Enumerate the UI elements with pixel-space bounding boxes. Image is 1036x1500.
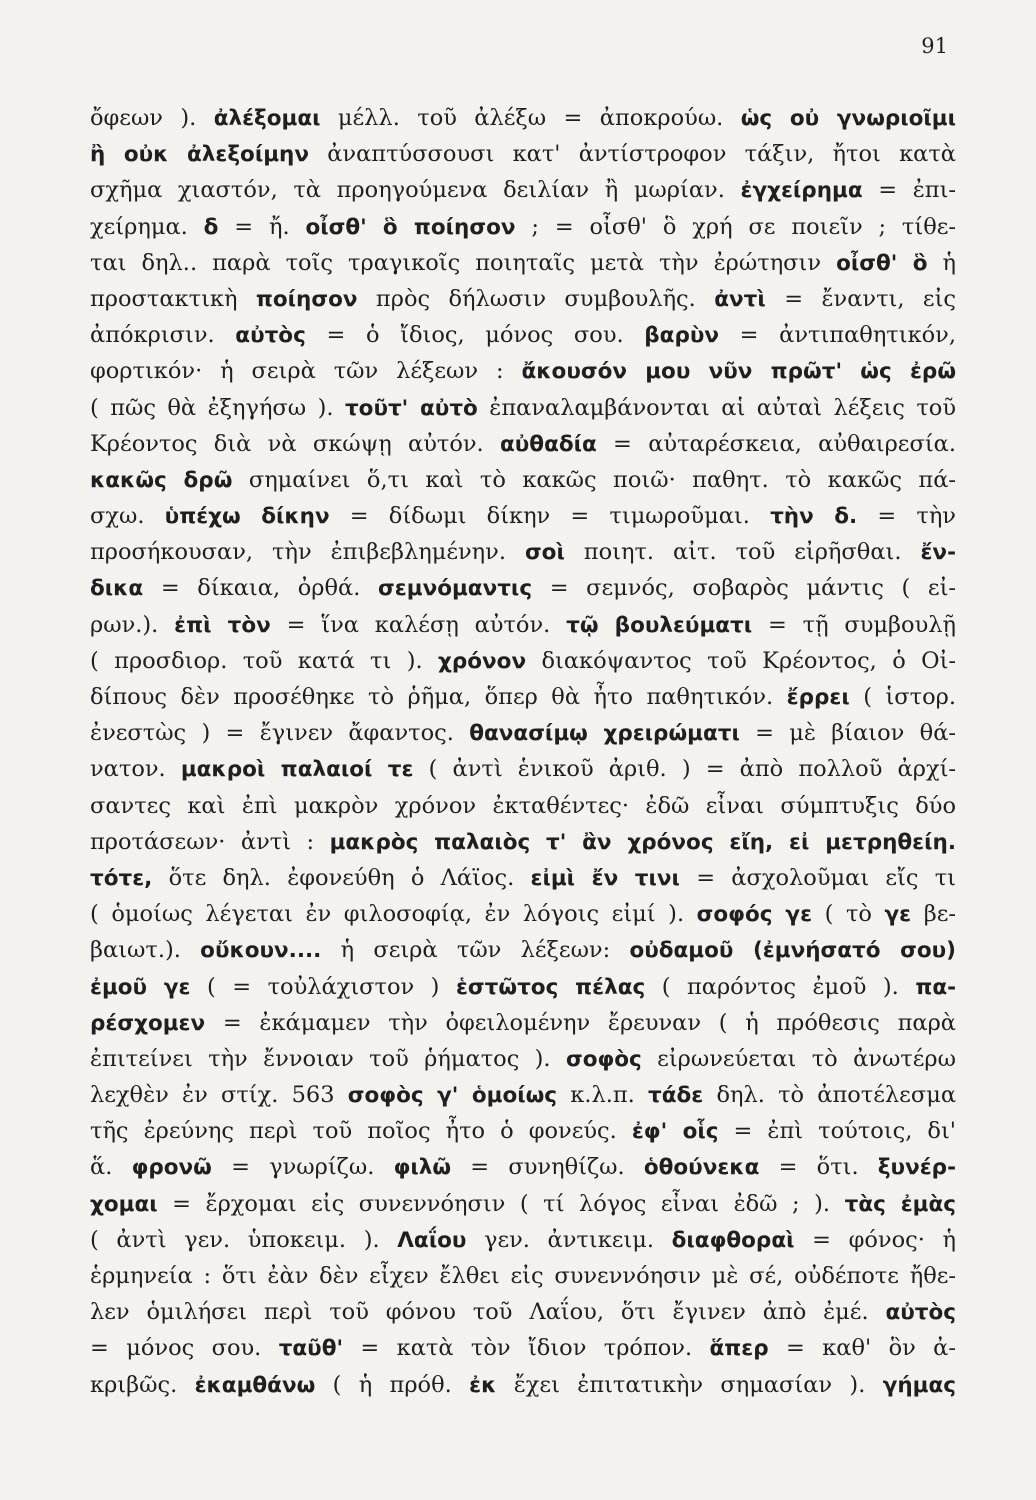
text-run: σχω. (90, 503, 165, 530)
text-run: κριβῶς. (90, 1371, 195, 1398)
text-run: ὄφεων ). (90, 105, 214, 131)
lemma-bold: ἑστῶτος πέλας (455, 974, 646, 1000)
text-run: ( = τοὐλάχιστον ) (190, 973, 456, 1000)
text-run: ποιητ. αἰτ. τοῦ εἰρῆσθαι. (564, 539, 921, 566)
lemma-bold: μακρὸς παλαιὸς τ' ἂν χρόνος εἴη, εἰ μετρηθείη. (329, 829, 956, 855)
text-line (90, 1005, 956, 1041)
text-line (90, 353, 956, 389)
text-line (90, 534, 956, 570)
lemma-bold: τῷ βουλεύματι (566, 612, 753, 638)
lemma-bold: φιλῶ (393, 1155, 452, 1181)
text-line (90, 426, 956, 462)
lemma-bold: διαφθοραὶ (671, 1227, 795, 1253)
lemma-bold: τὴν δ. (770, 504, 858, 530)
text-run: = σεμνός, σοβαρὸς μάντις ( εἰ- (532, 575, 956, 602)
text-run: σημαίνει ὅ,τι καὶ τὸ κακῶς ποιῶ· παθητ. τὸ κακῶς πά- (232, 466, 956, 493)
text-run: = ἐκάμαμεν τὴν ὀφειλομένην ἔρευναν ( ἡ πρόθεσις παρὰ (205, 1009, 956, 1036)
lemma-bold: ὑπέχω δίκην (164, 504, 330, 530)
text-line (90, 969, 956, 1005)
lemma-bold: τότε, (90, 865, 153, 891)
text-run: ( προσδιορ. τοῦ κατά τι ). (90, 647, 438, 674)
text-run: τῆς ἐρεύνης περὶ τοῦ ποῖος ἦτο ὁ φονεύς. (90, 1118, 632, 1145)
lemma-bold: σοφὸς γ' ὁμοίως (347, 1083, 558, 1109)
text-run: = γνωρίζω. (211, 1154, 394, 1181)
text-run: = αὐταρέσκεια, αὐθαιρεσία. (596, 430, 956, 457)
lemma-bold: γήμας (882, 1372, 956, 1398)
lemma-bold: δικα (90, 576, 144, 602)
text-line (90, 1294, 956, 1330)
text-run: ( παρόντος ἐμοῦ ). (645, 973, 916, 1000)
lemma-bold: τάδε (648, 1083, 704, 1109)
lemma-bold: ποίησον (255, 286, 358, 312)
text-line (90, 209, 956, 245)
lemma-bold: ἔρρει (786, 685, 850, 710)
text-run: = ἐπὶ τούτοις, δι' (718, 1118, 956, 1145)
text-run: = ἔναντι, εἰς (765, 285, 956, 312)
text-line (90, 317, 956, 353)
text-line (90, 788, 956, 824)
text-line (90, 1330, 956, 1366)
lemma-bold: χομαι (90, 1191, 158, 1217)
lemma-bold: σεμνόμαντις (378, 576, 533, 602)
lemma-bold: σοὶ (524, 540, 565, 566)
lemma-bold: αὐτὸς (885, 1300, 956, 1326)
text-run: ἐνεστὼς ) = ἔγινεν ἄφαντος. (90, 720, 470, 747)
text-run: δίπους δὲν προσέθηκε τὸ ῥῆμα, ὅπερ θὰ ἦτο παθητικόν. (90, 684, 787, 710)
lemma-bold: οὐδαμοῦ (ἐμνήσατό σου) (629, 938, 956, 964)
lemma-bold: θανασίμῳ χρειρώματι (469, 721, 740, 747)
text-run: προτάσεων· ἀντὶ : (90, 828, 330, 855)
lemma-bold: ἢ οὐκ ἀλεξοίμην (90, 142, 309, 168)
text-run: βε- (911, 901, 956, 928)
text-run: = δίδωμι δίκην = τιμωροῦμαι. (329, 503, 771, 530)
text-run: = τῇ συμβουλῇ (752, 611, 956, 638)
text-run: = ἀσχολοῦμαι εἴς τι (679, 864, 956, 891)
text-run: εἰρωνεύεται τὸ ἀνωτέρω (641, 1045, 956, 1072)
text-line (90, 498, 956, 534)
text-run: ἀπόκρισιν. (90, 322, 236, 349)
text-line (90, 860, 956, 896)
lemma-bold: χρόνον (438, 648, 527, 674)
text-line (90, 932, 956, 968)
text-run: = καθ' ὃν ἀ- (768, 1335, 956, 1362)
lemma-bold: ἐφ' οἷς (631, 1119, 719, 1145)
lemma-bold: ρέσχομεν (90, 1010, 206, 1036)
text-run: ται δηλ.. παρὰ τοῖς τραγικοῖς ποιηταῖς μετὰ τὴν ἐρώτησιν (90, 249, 837, 276)
text-run: προστακτικὴ (90, 285, 256, 312)
text-run: ἔχει ἐπιτατικὴν σημασίαν ). (496, 1371, 883, 1398)
lemma-bold: ξυνέρ- (877, 1155, 956, 1181)
lemma-bold: ἀλέξομαι (213, 106, 321, 131)
lemma-bold: κακῶς δρῶ (90, 467, 233, 493)
lemma-bold: ἅπερ (709, 1336, 769, 1362)
text-run: ( ἱστορ. (849, 684, 956, 710)
text-run: Κρέοντος διὰ νὰ σκώψῃ αὐτόν. (90, 430, 501, 457)
text-run: μέλλ. τοῦ ἀλέξω = ἀποκρούω. (320, 105, 741, 131)
text-run: ( ἡ πρόθ. (315, 1371, 470, 1398)
text-run: = ὁ ἴδιος, μόνος σου. (305, 322, 645, 349)
lemma-bold: ταῦθ' (278, 1336, 344, 1362)
lemma-bold: σοφὸς (565, 1046, 642, 1072)
text-run: = ἤ. (218, 213, 306, 240)
text-line (90, 679, 956, 715)
lemma-bold: τὰς ἐμὰς (844, 1191, 956, 1217)
text-run: λεν ὁμιλήσει περὶ τοῦ φόνου τοῦ Λαΐου, ὅτι ἔγινεν ἀπὸ ἐμέ. (90, 1299, 886, 1326)
text-run: σχῆμα χιαστόν, τὰ προηγούμενα δειλίαν ἢ μωρίαν. (90, 177, 741, 204)
lemma-bold: σοφός γε (696, 902, 813, 928)
text-line (90, 281, 956, 317)
text-line (90, 1041, 956, 1077)
text-line (90, 570, 956, 606)
text-run: ἀναπτύσσουσι κατ' ἀντίστροφον τάξιν, ἤτοι κατὰ (308, 141, 956, 168)
text-run: = ὅτι. (759, 1154, 878, 1181)
text-run: ( ὁμοίως λέγεται ἐν φιλοσοφίᾳ, ἐν λόγοις εἰμί ). (90, 901, 697, 928)
text-line (90, 824, 956, 860)
lemma-bold: ἔν- (920, 540, 956, 566)
lemma-bold: δ (203, 214, 219, 240)
text-run: χείρημα. (90, 213, 204, 240)
text-run: = ἐπι- (862, 177, 956, 204)
page-number: 91 (921, 34, 948, 58)
text-run: ; = οἶσθ' ὃ χρή σε ποιεῖν ; τίθε- (515, 213, 956, 240)
text-run: διακόψαντος τοῦ Κρέοντος, ὁ Οἰ- (526, 647, 956, 674)
text-line (90, 643, 956, 679)
text-run: = συνηθίζω. (451, 1154, 644, 1181)
lemma-bold: φρονῶ (131, 1155, 212, 1181)
lemma-bold: ἀντὶ (714, 286, 766, 312)
lemma-bold: οἶσθ' ὃ ποίησον (305, 214, 516, 240)
text-line (90, 715, 956, 751)
text-run: ἅ. (90, 1154, 132, 1181)
lemma-bold: ὡς οὐ γνωριοῖμι (740, 106, 956, 131)
lemma-bold: πα- (915, 974, 956, 1000)
lemma-bold: γε (884, 902, 912, 928)
text-run: νατον. (90, 756, 181, 783)
text-line (90, 390, 956, 426)
text-run: = τὴν (857, 503, 956, 530)
text-run: ἡ (927, 249, 956, 276)
commentary-text (90, 100, 956, 1403)
text-line (90, 607, 956, 643)
lemma-bold: αὐθαδία (500, 431, 597, 457)
lemma-bold: Λαΐου (397, 1227, 467, 1253)
text-line (90, 172, 956, 208)
text-run: ( πῶς θὰ ἐξηγήσω ). (90, 394, 345, 421)
lemma-bold: οἶσθ' ὃ (836, 250, 928, 276)
text-run: ( τὸ (812, 901, 885, 928)
text-line (90, 245, 956, 281)
text-run: βαιωτ.). (90, 937, 201, 964)
text-line (90, 1186, 956, 1222)
text-run: = ἵνα καλέσῃ αὐτόν. (270, 611, 567, 638)
lemma-bold: αὐτὸς (235, 323, 306, 349)
text-line (90, 100, 956, 136)
lemma-bold: ἐπὶ τὸν (174, 612, 271, 638)
text-run: φορτικόν· ἡ σειρὰ τῶν λέξεων : (90, 358, 522, 385)
text-run: = ἔρχομαι εἰς συνεννόησιν ( τί λόγος εἶναι ἐδῶ ; ). (157, 1190, 845, 1217)
text-run: δηλ. τὸ ἀποτέλεσμα (703, 1082, 956, 1109)
text-line (90, 1149, 956, 1185)
text-run: ἑρμηνεία : ὅτι ἐὰν δὲν εἶχεν ἔλθει εἰς συνεννόησιν μὲ σέ, οὐδέποτε ἤθε- (90, 1263, 956, 1289)
text-run: γεν. ἀντικειμ. (466, 1226, 672, 1253)
text-line (90, 1258, 956, 1294)
lemma-bold: οὔκουν.... (200, 938, 322, 964)
text-run: = ἀντιπαθητικόν, (719, 322, 956, 349)
text-run: = δίκαια, ὀρθά. (143, 575, 379, 602)
lemma-bold: ἐγχείρημα (740, 178, 863, 204)
text-line (90, 1367, 956, 1403)
text-run: ( ἀντὶ γεν. ὑποκειμ. ). (90, 1226, 398, 1253)
text-run: ἐπιτείνει τὴν ἔννοιαν τοῦ ῥήματος ). (90, 1045, 566, 1072)
lemma-bold: εἰμὶ ἔν τινι (530, 865, 680, 891)
text-run: = μόνος σου. (90, 1335, 279, 1362)
text-run: = μὲ βίαιον θά- (739, 720, 956, 747)
text-run: σαντες καὶ ἐπὶ μακρὸν χρόνον ἐκταθέντες· ἐδῶ εἶναι σύμπτυξις δύο (90, 792, 956, 819)
lemma-bold: τοῦτ' αὐτὸ (344, 395, 478, 421)
text-line (90, 896, 956, 932)
text-line (90, 136, 956, 172)
lemma-bold: ἐμοῦ γε (90, 974, 191, 1000)
text-line (90, 1077, 956, 1113)
text-line (90, 462, 956, 498)
text-line (90, 1113, 956, 1149)
text-run: ρων.). (90, 611, 175, 638)
text-run: λεχθὲν ἐν στίχ. 563 (90, 1082, 348, 1109)
text-run: πρὸς δήλωσιν συμβουλῆς. (357, 285, 715, 312)
text-line (90, 751, 956, 787)
text-run: ἡ σειρὰ τῶν λέξεων: (321, 937, 630, 964)
lemma-bold: μακροὶ παλαιοί τε (180, 757, 414, 783)
lemma-bold: βαρὺν (644, 323, 720, 349)
text-run: προσήκουσαν, τὴν ἐπιβεβλημένην. (90, 539, 525, 566)
text-run: ἐπαναλαμβάνονται αἱ αὐταὶ λέξεις τοῦ (477, 394, 956, 421)
text-run: = κατὰ τὸν ἴδιον τρόπον. (343, 1335, 710, 1362)
lemma-bold: ἄκουσόν μου νῦν πρῶτ' ὡς ἐρῶ (521, 359, 956, 385)
lemma-bold: ἐκ (469, 1372, 497, 1398)
text-line (90, 1222, 956, 1258)
text-run: κ.λ.π. (557, 1082, 649, 1109)
text-run: ὅτε δηλ. ἐφονεύθη ὁ Λάϊος. (152, 864, 531, 891)
lemma-bold: ἐκαμθάνω (194, 1372, 316, 1398)
text-run: ( ἀντὶ ἑνικοῦ ἀριθ. ) = ἀπὸ πολλοῦ ἀρχί- (413, 756, 956, 783)
text-run: = φόνος· ἡ (794, 1226, 956, 1253)
lemma-bold: ὁθούνεκα (643, 1155, 760, 1181)
